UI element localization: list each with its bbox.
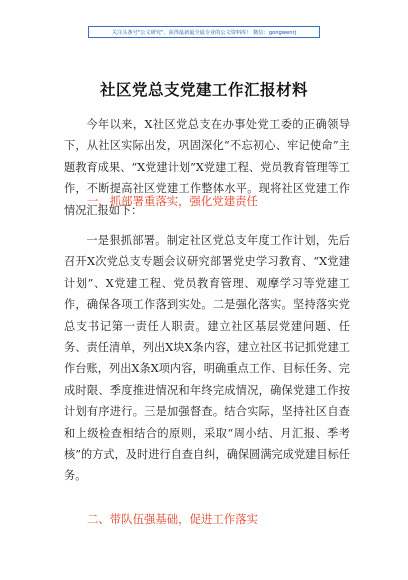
section-heading-1: 一、抓部署重落实，强化党建责任 (87, 194, 258, 208)
intro-paragraph-text: 今年以来，X社区党总支在办事处党工委的正确领导下，从社区实际出发，巩固深化“不忘初心、牢记使命”主题教育成果、“X党建计划”X党建工程、党员教育管理等工作，不断提高社区党建工作整体水平。现将社区党建工作情况汇报如下： (64, 118, 350, 217)
document-title: 社区党总支党建工作汇报材料 (99, 80, 308, 99)
promo-banner-text: 关注头条号"公文研究"，获得最新最全最专业的公文资料库！ 微信：gongwenrj (111, 29, 297, 36)
section-heading-2: 二、带队伍强基础，促进工作落实 (87, 512, 258, 526)
promo-banner (88, 26, 320, 38)
section-1-paragraph (64, 230, 350, 487)
section-1-paragraph-text: 一是狠抓部署。制定社区党总支年度工作计划，先后召开X次党总支专题会议研究部署党史学习教育、“X党建计划”、X党建工程、党员教育管理、观摩学习等党建工作，确保各项工作落到实处。二是强化落实。坚持落实党总支书记第一责任人职责。建立社区基层党建问题、任务、责任清单，列出X块X条内容，建立社区书记抓党建工作台账，列出X条X项内容，明确重点工作、目标任务、完成时限、季度推进情况和年终完成情况，确保党建工作按计划有序进行。三是加强督查。结合实际，坚持社区自查和上级检查相结合的原则，采取“周小结、月汇报、季考核”的方式，及时进行自查自纠，确保圆满完成党建目标任务。 (64, 234, 350, 483)
